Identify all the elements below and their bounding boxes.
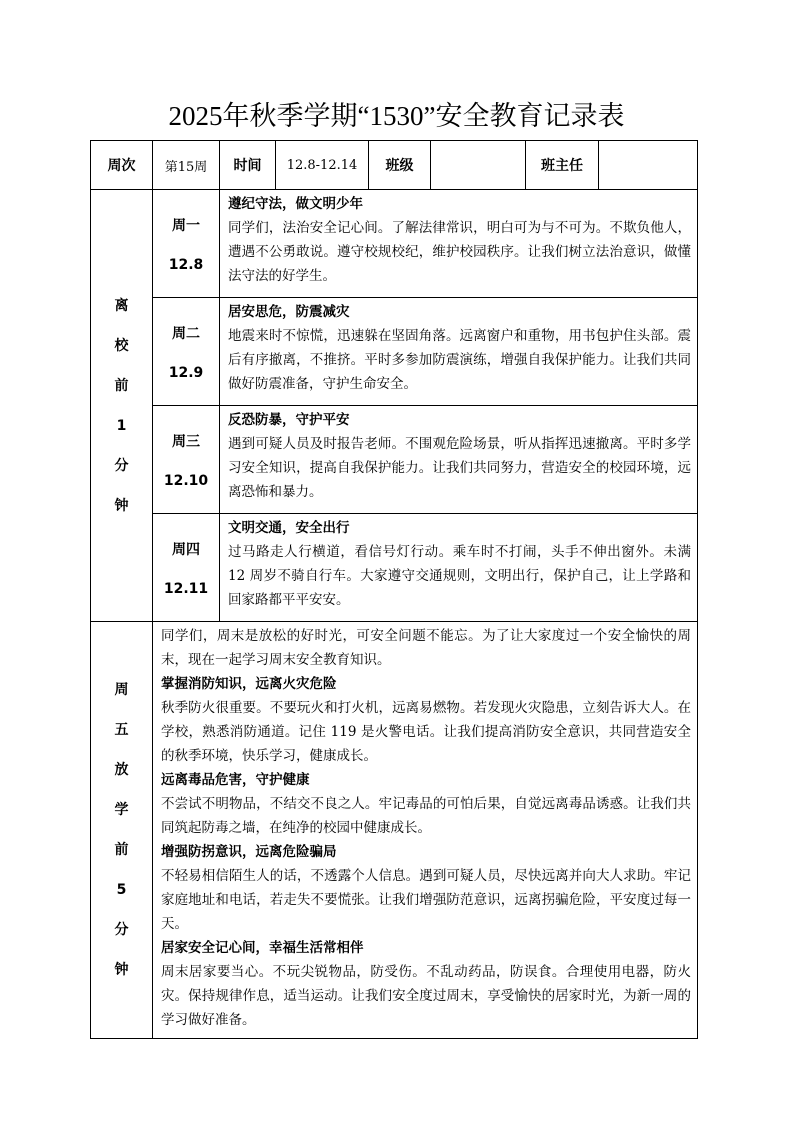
topic-heading: 反恐防暴，守护平安: [228, 412, 350, 428]
page-title: 2025年秋季学期“1530”安全教育记录表: [168, 101, 625, 131]
section1-char: 分: [114, 457, 129, 474]
section2-char: 分: [114, 922, 129, 938]
topic-text: 同学们，法治安全记心间。了解法律常识，明白可为与不可为。不欺负他人，遭遇不公勇敢说。遵守校规校纪，维护校园秩序。让我们树立法治意识，做懂法守法的好学生。: [228, 220, 691, 284]
time-value: 12.8-12.14: [276, 141, 369, 190]
day-date: 12.10: [163, 472, 209, 489]
topic-heading: 掌握消防知识，远离火灾危险: [161, 676, 337, 692]
week-value: 第15周: [153, 141, 220, 190]
topic-heading: 远离毒品危害，守护健康: [161, 772, 310, 788]
topic-text: 秋季防火很重要。不要玩火和打火机，远离易燃物。若发现火灾隐患，立刻告诉大人。在学校，熟悉消防通道。记住 119 是火警电话。让我们提高消防安全意识，共同营造安全的秋季环境，快乐学习，健康成长。: [161, 700, 691, 764]
section1-char: 前: [114, 377, 129, 394]
day-name: 周二: [172, 325, 200, 342]
day-date: 12.9: [168, 364, 204, 381]
section1-char: 1: [116, 417, 127, 434]
topic-heading: 遵纪守法，做文明少年: [228, 196, 363, 212]
day-content: [220, 406, 698, 514]
section1-char: 校: [114, 337, 129, 354]
day-cell: [153, 190, 220, 298]
topic-heading: 居安思危，防震减灾: [228, 304, 350, 320]
day-date: 12.11: [163, 580, 209, 597]
topic-text: 地震来时不惊慌，迅速躲在坚固角落。远离窗户和重物，用书包护住头部。震后有序撤离，不推挤。平时多参加防震演练，增强自我保护能力。让我们共同做好防震准备，守护生命安全。: [228, 328, 691, 392]
week-label: 周次: [91, 141, 153, 190]
section2-char: 周: [114, 682, 129, 698]
section1-char: 离: [114, 297, 129, 314]
friday-content: [153, 622, 698, 1039]
section2-char: 学: [114, 802, 129, 818]
topic-text: 不轻易相信陌生人的话，不透露个人信息。遇到可疑人员，尽快远离并向大人求助。牢记家庭地址和电话，若走失不要慌张。让我们增强防范意识，远离拐骗危险，平安度过每一天。: [161, 868, 691, 932]
section2-char: 放: [114, 762, 129, 778]
day-row-tue: [91, 298, 698, 406]
section1-char: 钟: [114, 497, 129, 514]
day-cell: [153, 406, 220, 514]
day-row-thu: [91, 514, 698, 622]
day-row-mon: [91, 190, 698, 298]
day-name: 周三: [172, 433, 200, 450]
day-date: 12.8: [168, 256, 204, 273]
day-content: [220, 514, 698, 622]
section2-label: [91, 622, 153, 1039]
topic-text: 过马路走人行横道，看信号灯行动。乘车时不打闹，头手不伸出窗外。未满 12 周岁不骑自行车。大家遵守交通规则，文明出行，保护自己，让上学路和回家路都平平安安。: [228, 544, 691, 608]
topic-heading: 居家安全记心间，幸福生活常相伴: [161, 940, 364, 956]
day-row-wed: [91, 406, 698, 514]
section2-char: 钟: [114, 962, 129, 978]
class-label: 班级: [369, 141, 431, 190]
topic-text: 周末居家要当心。不玩尖锐物品，防受伤。不乱动药品，防误食。合理使用电器，防火灾。保持规律作息，适当运动。让我们安全度过周末，享受愉快的居家时光，为新一周的学习做好准备。: [161, 964, 691, 1028]
topic-heading: 文明交通，安全出行: [228, 520, 350, 536]
day-content: [220, 190, 698, 298]
topic-text: 不尝试不明物品，不结交不良之人。牢记毒品的可怕后果，自觉远离毒品诱惑。让我们共同筑起防毒之墙，在纯净的校园中健康成长。: [161, 796, 691, 836]
teacher-value: [599, 141, 698, 190]
section2-char: 前: [114, 842, 129, 858]
section2-char: 五: [114, 722, 129, 738]
class-value: [431, 141, 526, 190]
topic-heading: 增强防拐意识，远离危险骗局: [161, 844, 337, 860]
topic-text: 遇到可疑人员及时报告老师。不围观危险场景，听从指挥迅速撤离。平时多学习安全知识，提高自我保护能力。让我们共同努力，营造安全的校园环境，远离恐怖和暴力。: [228, 436, 691, 500]
day-name: 周一: [172, 217, 200, 234]
teacher-label: 班主任: [526, 141, 599, 190]
day-content: [220, 298, 698, 406]
time-label: 时间: [220, 141, 276, 190]
section2-char: 5: [116, 882, 127, 898]
header-row: [91, 141, 698, 190]
section1-label: [91, 190, 153, 622]
day-cell: [153, 514, 220, 622]
friday-row: [91, 622, 698, 1039]
friday-intro: 同学们，周末是放松的好时光，可安全问题不能忘。为了让大家度过一个安全愉快的周末，现在一起学习周末安全教育知识。: [161, 628, 691, 668]
day-cell: [153, 298, 220, 406]
record-table: [90, 140, 698, 1039]
day-name: 周四: [172, 541, 200, 558]
